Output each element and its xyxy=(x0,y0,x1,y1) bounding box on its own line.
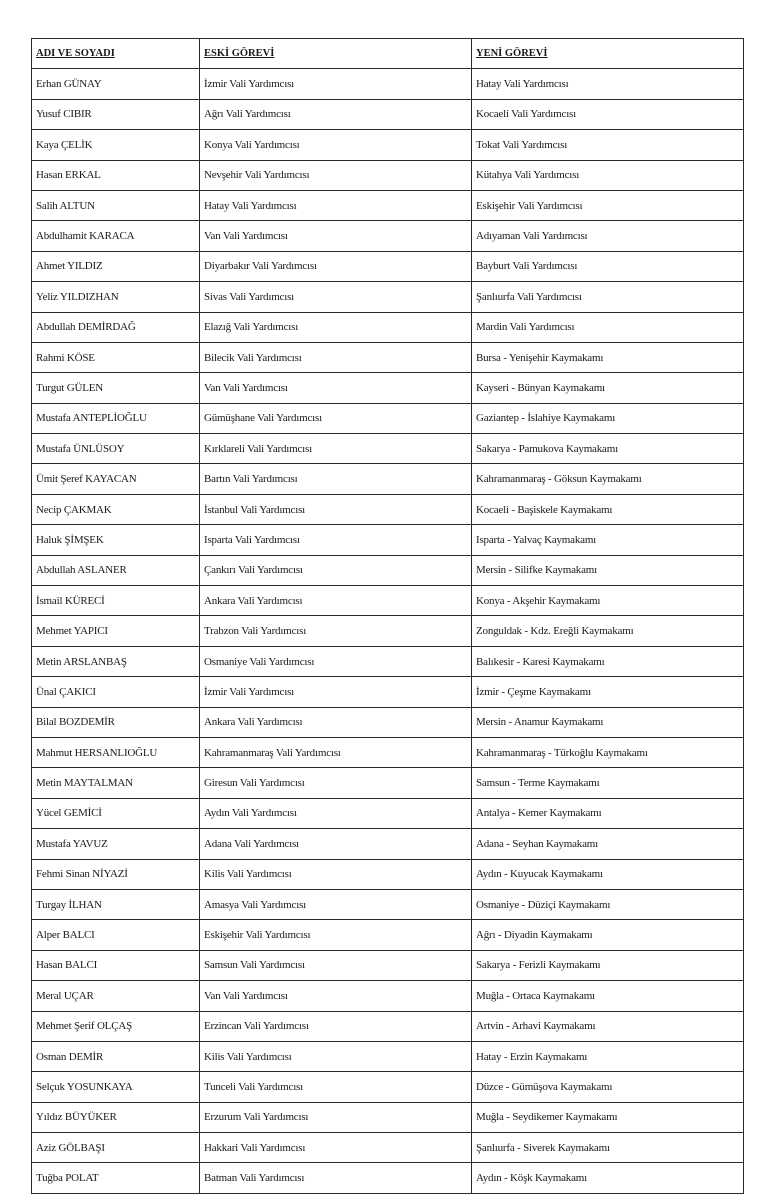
new-duty-cell: Bayburt Vali Yardımcısı xyxy=(472,251,744,281)
person-name-cell: Aziz GÖLBAŞI xyxy=(32,1133,200,1163)
table-row xyxy=(32,494,744,524)
person-name-cell: Yusuf CIBIR xyxy=(32,99,200,129)
table-row xyxy=(32,586,744,616)
new-duty-cell: Adıyaman Vali Yardımcısı xyxy=(472,221,744,251)
new-duty-cell: Kocaeli Vali Yardımcısı xyxy=(472,99,744,129)
new-duty-cell: Kocaeli - Başiskele Kaymakamı xyxy=(472,494,744,524)
old-duty-cell: Trabzon Vali Yardımcısı xyxy=(200,616,472,646)
person-name-cell: Ümit Şeref KAYACAN xyxy=(32,464,200,494)
person-name-cell: Kaya ÇELİK xyxy=(32,130,200,160)
table-row xyxy=(32,342,744,372)
table-row xyxy=(32,190,744,220)
new-duty-cell: Kayseri - Bünyan Kaymakamı xyxy=(472,373,744,403)
old-duty-cell: Erzurum Vali Yardımcısı xyxy=(200,1102,472,1132)
person-name-cell: Haluk ŞİMŞEK xyxy=(32,525,200,555)
person-name-cell: Bilal BOZDEMİR xyxy=(32,707,200,737)
person-name-cell: Metin MAYTALMAN xyxy=(32,768,200,798)
table-row xyxy=(32,829,744,859)
table-row xyxy=(32,251,744,281)
table-row xyxy=(32,889,744,919)
person-name-cell: Erhan GÜNAY xyxy=(32,69,200,99)
new-duty-cell: Mardin Vali Yardımcısı xyxy=(472,312,744,342)
new-duty-cell: Isparta - Yalvaç Kaymakamı xyxy=(472,525,744,555)
old-duty-cell: Ağrı Vali Yardımcısı xyxy=(200,99,472,129)
old-duty-cell: Isparta Vali Yardımcısı xyxy=(200,525,472,555)
table-row xyxy=(32,555,744,585)
person-name-cell: Metin ARSLANBAŞ xyxy=(32,646,200,676)
new-duty-cell: Adana - Seyhan Kaymakamı xyxy=(472,829,744,859)
person-name-cell: İsmail KÜRECİ xyxy=(32,586,200,616)
table-row xyxy=(32,373,744,403)
new-duty-cell: Bursa - Yenişehir Kaymakamı xyxy=(472,342,744,372)
table-row xyxy=(32,69,744,99)
old-duty-cell: İzmir Vali Yardımcısı xyxy=(200,69,472,99)
person-name-cell: Mahmut HERSANLIOĞLU xyxy=(32,737,200,767)
new-duty-cell: Samsun - Terme Kaymakamı xyxy=(472,768,744,798)
old-duty-cell: Kahramanmaraş Vali Yardımcısı xyxy=(200,737,472,767)
table-row xyxy=(32,221,744,251)
new-duty-cell: Eskişehir Vali Yardımcısı xyxy=(472,190,744,220)
person-name-cell: Tuğba POLAT xyxy=(32,1163,200,1193)
person-name-cell: Turgut GÜLEN xyxy=(32,373,200,403)
table-row xyxy=(32,616,744,646)
old-duty-cell: Bilecik Vali Yardımcısı xyxy=(200,342,472,372)
new-duty-cell: Sakarya - Pamukova Kaymakamı xyxy=(472,434,744,464)
appointments-table xyxy=(31,38,744,1194)
new-duty-cell: Muğla - Ortaca Kaymakamı xyxy=(472,981,744,1011)
table-row xyxy=(32,707,744,737)
table-row xyxy=(32,525,744,555)
old-duty-cell: Van Vali Yardımcısı xyxy=(200,221,472,251)
table-row xyxy=(32,737,744,767)
table-row xyxy=(32,981,744,1011)
person-name-cell: Yeliz YILDIZHAN xyxy=(32,282,200,312)
person-name-cell: Mehmet YAPICI xyxy=(32,616,200,646)
person-name-cell: Mustafa ÜNLÜSOY xyxy=(32,434,200,464)
new-duty-cell: Kütahya Vali Yardımcısı xyxy=(472,160,744,190)
new-duty-cell: Zonguldak - Kdz. Ereğli Kaymakamı xyxy=(472,616,744,646)
person-name-cell: Osman DEMİR xyxy=(32,1041,200,1071)
document-page xyxy=(31,38,743,1194)
new-duty-cell: Kahramanmaraş - Türkoğlu Kaymakamı xyxy=(472,737,744,767)
old-duty-cell: Çankırı Vali Yardımcısı xyxy=(200,555,472,585)
table-row xyxy=(32,859,744,889)
old-duty-cell: Bartın Vali Yardımcısı xyxy=(200,464,472,494)
header-row xyxy=(32,39,744,69)
old-duty-cell: Gümüşhane Vali Yardımcısı xyxy=(200,403,472,433)
person-name-cell: Ünal ÇAKICI xyxy=(32,677,200,707)
person-name-cell: Alper BALCI xyxy=(32,920,200,950)
old-duty-cell: İzmir Vali Yardımcısı xyxy=(200,677,472,707)
old-duty-cell: Tunceli Vali Yardımcısı xyxy=(200,1072,472,1102)
new-duty-cell: Şanlıurfa Vali Yardımcısı xyxy=(472,282,744,312)
person-name-cell: Abdullah DEMİRDAĞ xyxy=(32,312,200,342)
new-duty-cell: Tokat Vali Yardımcısı xyxy=(472,130,744,160)
new-duty-cell: Aydın - Kuyucak Kaymakamı xyxy=(472,859,744,889)
table-row xyxy=(32,768,744,798)
old-duty-cell: Adana Vali Yardımcısı xyxy=(200,829,472,859)
table-body xyxy=(32,69,744,1193)
person-name-cell: Meral UÇAR xyxy=(32,981,200,1011)
table-row xyxy=(32,1163,744,1193)
new-duty-cell: Hatay - Erzin Kaymakamı xyxy=(472,1041,744,1071)
new-duty-cell: Balıkesir - Karesi Kaymakamı xyxy=(472,646,744,676)
table-row xyxy=(32,1011,744,1041)
person-name-cell: Mustafa YAVUZ xyxy=(32,829,200,859)
table-row xyxy=(32,1133,744,1163)
old-duty-cell: Hakkari Vali Yardımcısı xyxy=(200,1133,472,1163)
new-duty-cell: Artvin - Arhavi Kaymakamı xyxy=(472,1011,744,1041)
old-duty-cell: Aydın Vali Yardımcısı xyxy=(200,798,472,828)
person-name-cell: Salih ALTUN xyxy=(32,190,200,220)
table-row xyxy=(32,798,744,828)
new-duty-cell: Konya - Akşehir Kaymakamı xyxy=(472,586,744,616)
new-duty-cell: Aydın - Köşk Kaymakamı xyxy=(472,1163,744,1193)
person-name-cell: Selçuk YOSUNKAYA xyxy=(32,1072,200,1102)
old-duty-cell: Erzincan Vali Yardımcısı xyxy=(200,1011,472,1041)
person-name-cell: Rahmi KÖSE xyxy=(32,342,200,372)
table-row xyxy=(32,464,744,494)
old-duty-cell: Hatay Vali Yardımcısı xyxy=(200,190,472,220)
person-name-cell: Necip ÇAKMAK xyxy=(32,494,200,524)
old-duty-cell: Batman Vali Yardımcısı xyxy=(200,1163,472,1193)
old-duty-cell: Kilis Vali Yardımcısı xyxy=(200,859,472,889)
new-duty-cell: Sakarya - Ferizli Kaymakamı xyxy=(472,950,744,980)
table-row xyxy=(32,646,744,676)
person-name-cell: Ahmet YILDIZ xyxy=(32,251,200,281)
person-name-cell: Turgay İLHAN xyxy=(32,889,200,919)
old-duty-cell: Eskişehir Vali Yardımcısı xyxy=(200,920,472,950)
old-duty-cell: Konya Vali Yardımcısı xyxy=(200,130,472,160)
table-row xyxy=(32,99,744,129)
old-duty-cell: Samsun Vali Yardımcısı xyxy=(200,950,472,980)
old-duty-cell: Elazığ Vali Yardımcısı xyxy=(200,312,472,342)
person-name-cell: Hasan ERKAL xyxy=(32,160,200,190)
old-duty-cell: Ankara Vali Yardımcısı xyxy=(200,707,472,737)
person-name-cell: Abdulhamit KARACA xyxy=(32,221,200,251)
table-row xyxy=(32,1072,744,1102)
person-name-cell: Yücel GEMİCİ xyxy=(32,798,200,828)
table-row xyxy=(32,312,744,342)
table-row xyxy=(32,920,744,950)
new-duty-cell: Muğla - Seydikemer Kaymakamı xyxy=(472,1102,744,1132)
old-duty-cell: Van Vali Yardımcısı xyxy=(200,373,472,403)
person-name-cell: Abdullah ASLANER xyxy=(32,555,200,585)
header-new-duty: YENİ GÖREVİ xyxy=(472,39,744,69)
table-row xyxy=(32,950,744,980)
new-duty-cell: Antalya - Kemer Kaymakamı xyxy=(472,798,744,828)
new-duty-cell: Kahramanmaraş - Göksun Kaymakamı xyxy=(472,464,744,494)
old-duty-cell: Giresun Vali Yardımcısı xyxy=(200,768,472,798)
person-name-cell: Fehmi Sinan NİYAZİ xyxy=(32,859,200,889)
table-header xyxy=(32,39,744,69)
new-duty-cell: Mersin - Silifke Kaymakamı xyxy=(472,555,744,585)
old-duty-cell: Diyarbakır Vali Yardımcısı xyxy=(200,251,472,281)
person-name-cell: Hasan BALCI xyxy=(32,950,200,980)
old-duty-cell: Osmaniye Vali Yardımcısı xyxy=(200,646,472,676)
old-duty-cell: İstanbul Vali Yardımcısı xyxy=(200,494,472,524)
person-name-cell: Mehmet Şerif OLÇAŞ xyxy=(32,1011,200,1041)
new-duty-cell: Mersin - Anamur Kaymakamı xyxy=(472,707,744,737)
table-row xyxy=(32,160,744,190)
header-old-duty: ESKİ GÖREVİ xyxy=(200,39,472,69)
old-duty-cell: Van Vali Yardımcısı xyxy=(200,981,472,1011)
table-row xyxy=(32,403,744,433)
table-row xyxy=(32,282,744,312)
table-row xyxy=(32,1102,744,1132)
new-duty-cell: İzmir - Çeşme Kaymakamı xyxy=(472,677,744,707)
table-row xyxy=(32,130,744,160)
old-duty-cell: Kilis Vali Yardımcısı xyxy=(200,1041,472,1071)
new-duty-cell: Gaziantep - İslahiye Kaymakamı xyxy=(472,403,744,433)
table-row xyxy=(32,1041,744,1071)
header-name: ADI VE SOYADI xyxy=(32,39,200,69)
new-duty-cell: Düzce - Gümüşova Kaymakamı xyxy=(472,1072,744,1102)
new-duty-cell: Ağrı - Diyadin Kaymakamı xyxy=(472,920,744,950)
old-duty-cell: Sivas Vali Yardımcısı xyxy=(200,282,472,312)
person-name-cell: Yıldız BÜYÜKER xyxy=(32,1102,200,1132)
old-duty-cell: Amasya Vali Yardımcısı xyxy=(200,889,472,919)
old-duty-cell: Ankara Vali Yardımcısı xyxy=(200,586,472,616)
person-name-cell: Mustafa ANTEPLİOĞLU xyxy=(32,403,200,433)
new-duty-cell: Osmaniye - Düziçi Kaymakamı xyxy=(472,889,744,919)
old-duty-cell: Kırklareli Vali Yardımcısı xyxy=(200,434,472,464)
table-row xyxy=(32,434,744,464)
table-row xyxy=(32,677,744,707)
old-duty-cell: Nevşehir Vali Yardımcısı xyxy=(200,160,472,190)
new-duty-cell: Hatay Vali Yardımcısı xyxy=(472,69,744,99)
new-duty-cell: Şanlıurfa - Siverek Kaymakamı xyxy=(472,1133,744,1163)
